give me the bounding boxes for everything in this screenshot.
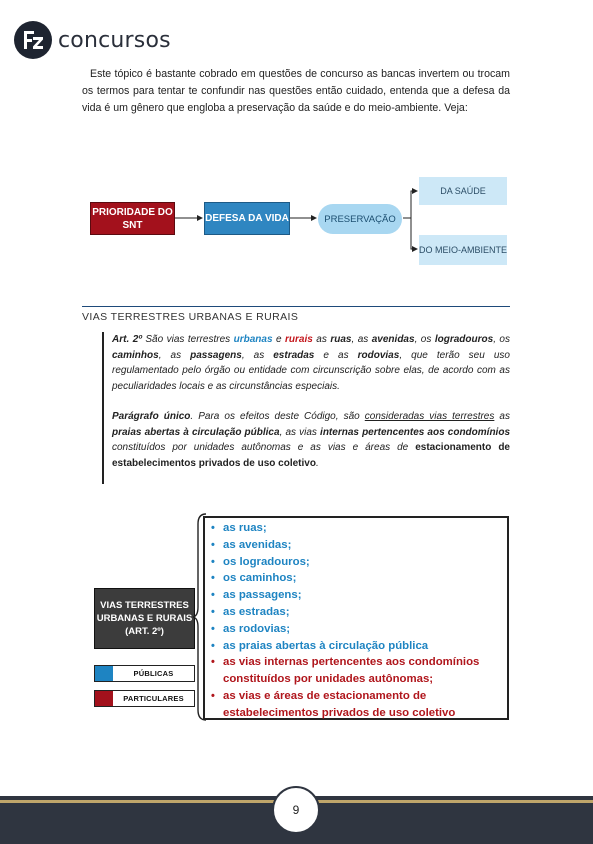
legend-particulares bbox=[94, 690, 195, 707]
bullet-icon: • bbox=[211, 622, 215, 635]
paragrafo-label: Parágrafo único bbox=[112, 411, 191, 422]
bullet-icon: • bbox=[211, 589, 215, 602]
list-item: • as estradas; bbox=[211, 604, 507, 621]
article-label: Art. 2º bbox=[112, 334, 142, 345]
list-item: • as praias abertas à circulação pública bbox=[211, 638, 507, 655]
legend-publicas bbox=[94, 665, 195, 682]
list-item: • as avenidas; bbox=[211, 537, 507, 554]
paragrafo-unico: Parágrafo único. Para os efeitos deste Código, são consideradas vias terrestres as praias abertas à circulação pública, as vias internas pertencentes aos condomínios constituídos por unidades autônomas e as vias e áreas de estacionamento de estabelecimentos privados de uso coletivo. bbox=[112, 411, 510, 469]
bullet-icon: • bbox=[211, 522, 215, 534]
section-divider bbox=[82, 306, 510, 307]
intro-paragraph: Este tópico é bastante cobrado em questões de concurso as bancas invertem ou trocam os termos para tentar te confundir nas questões então cuidado, entenda que a defesa da vida é um gênero que engloba a preservação da saúde e do meio-ambiente. Veja: bbox=[82, 68, 510, 114]
list-item: • as ruas; bbox=[211, 520, 507, 537]
list-item: • as vias internas pertencentes aos condomínios constituídos por unidades autônomas; bbox=[211, 654, 507, 688]
flow-box-defesa: DEFESA DA VIDA bbox=[204, 202, 290, 235]
flow-box-saude: DA SAÚDE bbox=[419, 177, 507, 205]
term-rurais: rurais bbox=[285, 334, 313, 345]
bullet-icon: • bbox=[211, 555, 215, 568]
legend-swatch-red bbox=[95, 691, 113, 706]
bullet-icon: • bbox=[211, 656, 215, 669]
bullet-icon: • bbox=[211, 689, 215, 702]
bullet-icon: • bbox=[211, 538, 215, 551]
legend-swatch-blue bbox=[95, 666, 113, 681]
term-urbanas: urbanas bbox=[233, 334, 273, 345]
page-number: 9 bbox=[272, 786, 320, 834]
list-item: • os logradouros; bbox=[211, 554, 507, 571]
bullet-icon: • bbox=[211, 572, 215, 585]
vias-list-box bbox=[203, 516, 509, 720]
list-item: • as rodovias; bbox=[211, 621, 507, 638]
article-2-paragraph: Art. 2º São vias terrestres urbanas e rurais as ruas, as avenidas, os logradouros, os caminhos, as passagens, as estradas e as rodovias, que terão seu uso regulamentado pelo órgão ou entidade com circunscrição sobre elas, de acordo com as peculiaridades locais e as circunstâncias especiais. bbox=[112, 334, 510, 392]
flow-box-preservacao: PRESERVAÇÃO bbox=[318, 204, 402, 234]
logo bbox=[14, 20, 171, 60]
legend-label: PARTICULARES bbox=[123, 694, 184, 703]
fz-logo-icon bbox=[14, 21, 52, 59]
legend-label: PÚBLICAS bbox=[133, 669, 174, 678]
vias-list bbox=[211, 520, 507, 722]
bullet-icon: • bbox=[211, 605, 215, 618]
list-item: • os caminhos; bbox=[211, 570, 507, 587]
list-item: • as passagens; bbox=[211, 587, 507, 604]
article-quote bbox=[102, 332, 510, 484]
list-item: • as vias e áreas de estacionamento de estabelecimentos privados de uso coletivo bbox=[211, 688, 507, 722]
vias-terrestres-box: VIAS TERRESTRES URBANAS E RURAIS (ART. 2º) bbox=[94, 588, 195, 649]
section-title: VIAS TERRESTRES URBANAS E RURAIS bbox=[82, 311, 299, 323]
flow-box-meio-ambiente: DO MEIO-AMBIENTE bbox=[419, 235, 507, 265]
logo-text: concursos bbox=[58, 27, 171, 53]
flow-box-prioridade: PRIORIDADE DO SNT bbox=[90, 202, 175, 235]
bullet-icon: • bbox=[211, 639, 215, 652]
